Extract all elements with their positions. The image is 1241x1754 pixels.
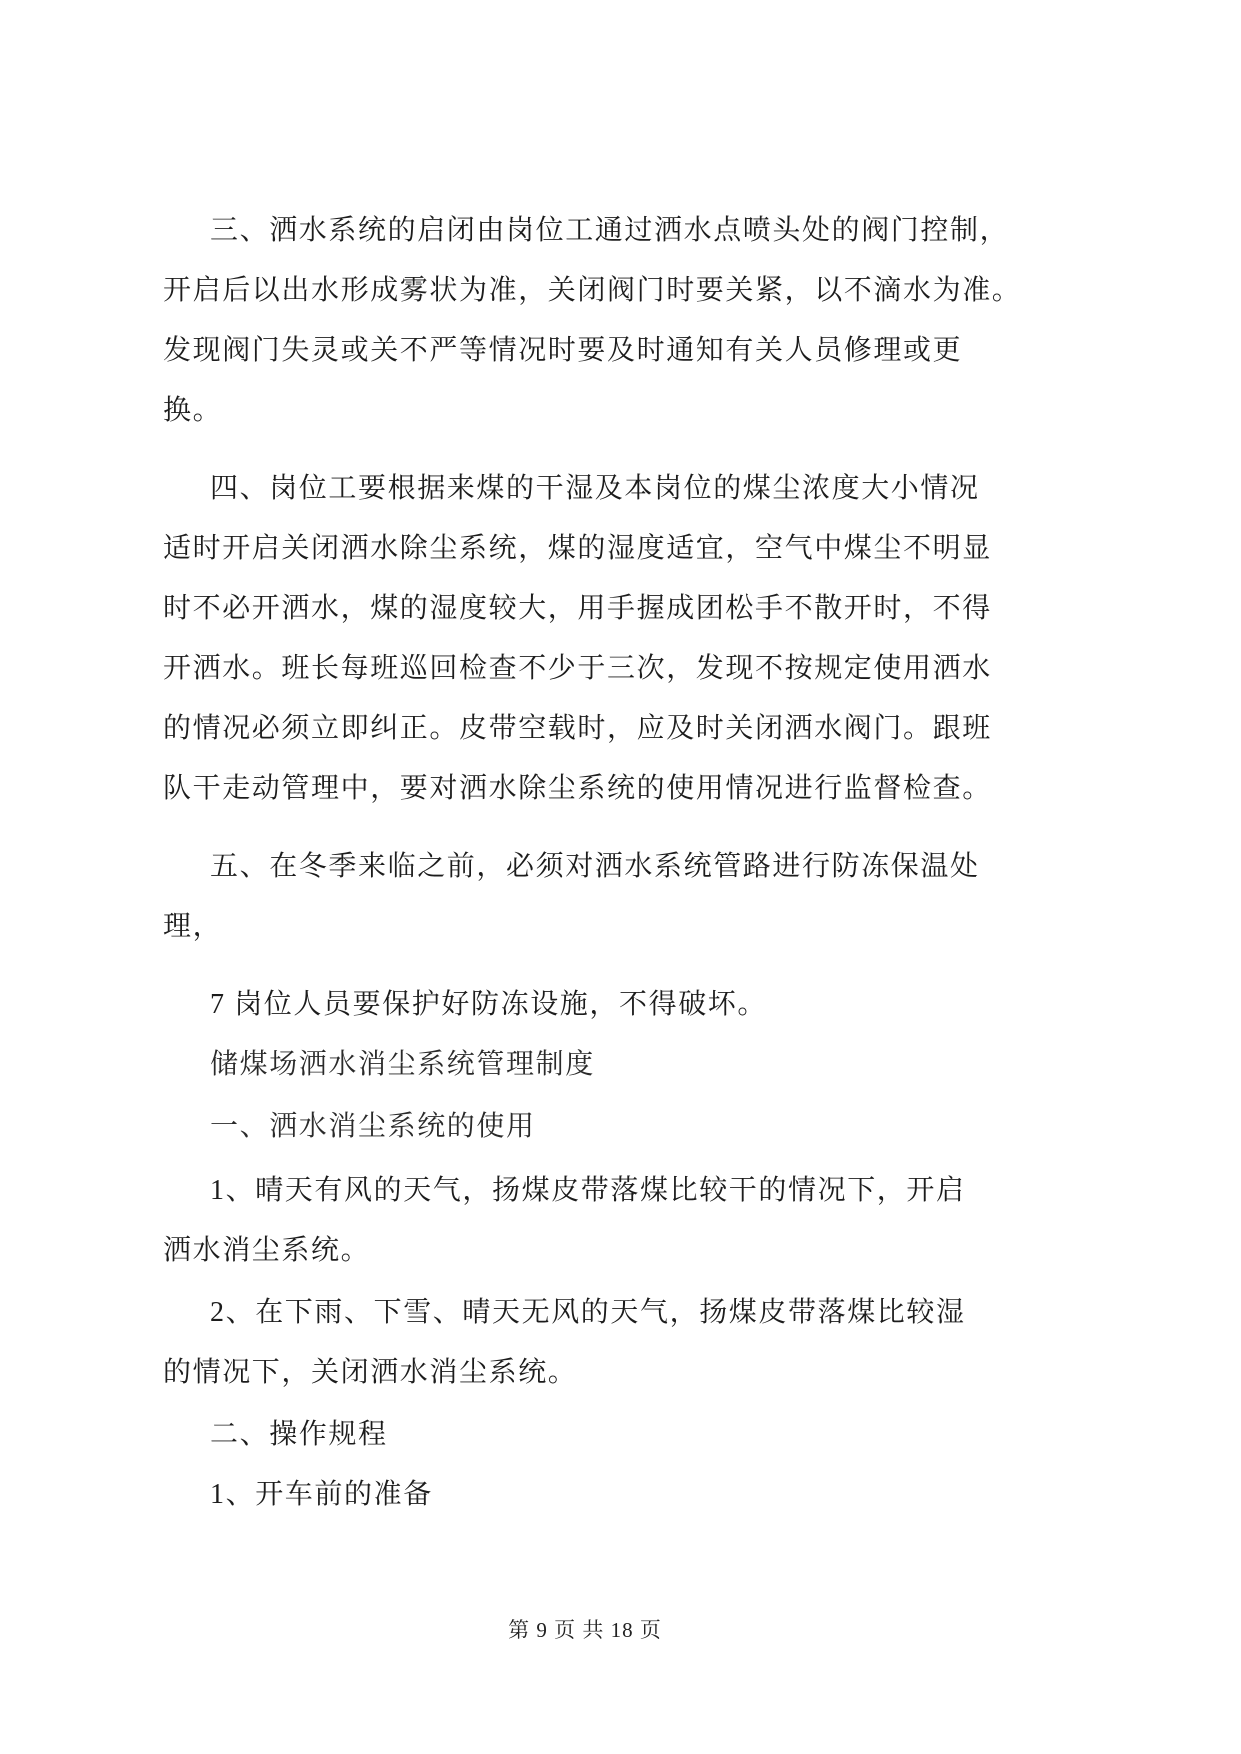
text-line: 四、岗位工要根据来煤的干湿及本岗位的煤尘浓度大小情况 bbox=[210, 473, 980, 504]
text-line: 开洒水。班长每班巡回检查不少于三次，发现不按规定使用洒水 bbox=[163, 653, 992, 684]
text-line: 理， bbox=[163, 911, 223, 942]
text-line: 三、洒水系统的启闭由岗位工通过洒水点喷头处的阀门控制， bbox=[210, 215, 1010, 246]
text-line: 储煤场洒水消尘系统管理制度 bbox=[210, 1049, 595, 1080]
text-line: 的情况下，关闭洒水消尘系统。 bbox=[163, 1357, 578, 1388]
text-line: 发现阀门失灵或关不严等情况时要及时通知有关人员修理或更 bbox=[163, 335, 963, 366]
text-line: 队干走动管理中，要对洒水除尘系统的使用情况进行监督检查。 bbox=[163, 773, 992, 804]
text-line: 时不必开洒水，煤的湿度较大，用手握成团松手不散开时，不得 bbox=[163, 593, 992, 624]
page-number-footer: 第 9 页 共 18 页 bbox=[508, 1618, 662, 1642]
text-line: 1、晴天有风的天气，扬煤皮带落煤比较干的情况下，开启 bbox=[210, 1175, 966, 1206]
text-line: 开启后以出水形成雾状为准，关闭阀门时要关紧，以不滴水为准。 bbox=[163, 275, 1022, 306]
text-line: 1、开车前的准备 bbox=[210, 1479, 433, 1510]
text-line: 洒水消尘系统。 bbox=[163, 1235, 371, 1266]
text-line: 适时开启关闭洒水除尘系统，煤的湿度适宜，空气中煤尘不明显 bbox=[163, 533, 992, 564]
text-line: 五、在冬季来临之前，必须对洒水系统管路进行防冻保温处 bbox=[210, 851, 980, 882]
text-line: 一、洒水消尘系统的使用 bbox=[210, 1111, 536, 1142]
text-line: 的情况必须立即纠正。皮带空载时，应及时关闭洒水阀门。跟班 bbox=[163, 713, 992, 744]
text-line: 二、操作规程 bbox=[210, 1419, 388, 1450]
text-line: 2、在下雨、下雪、晴天无风的天气，扬煤皮带落煤比较湿 bbox=[210, 1297, 966, 1328]
text-line: 7 岗位人员要保护好防冻设施，不得破坏。 bbox=[210, 989, 768, 1020]
text-line: 换。 bbox=[163, 395, 223, 426]
